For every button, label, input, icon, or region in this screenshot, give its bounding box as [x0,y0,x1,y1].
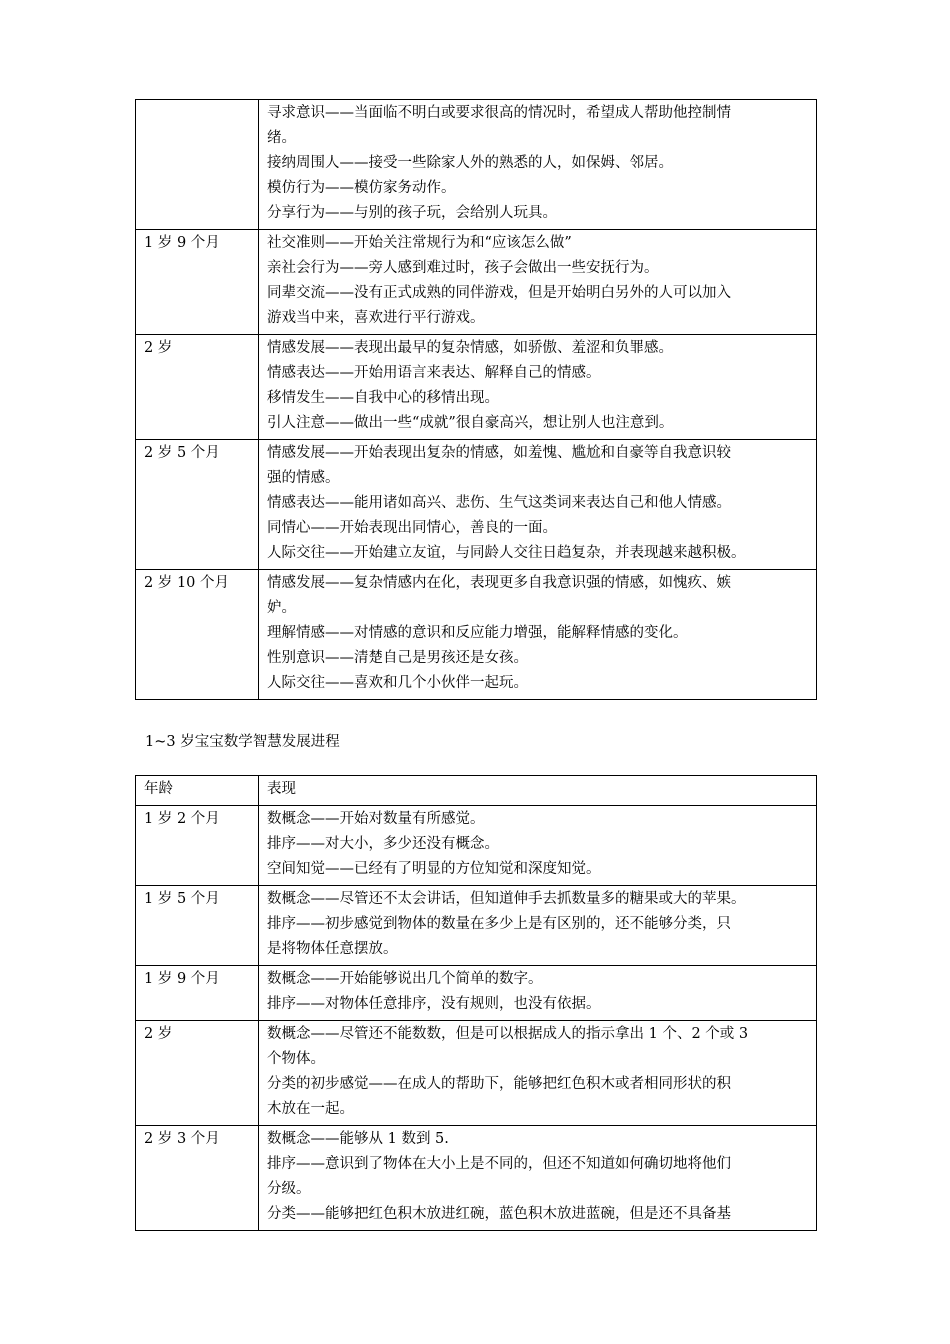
description-line: 情感表达——开始用语言来表达、解释自己的情感。 [267,365,601,381]
description-cell [259,440,817,570]
table-row [136,335,817,440]
description-line: 空间知觉——已经有了明显的方位知觉和深度知觉。 [267,861,601,877]
age-cell: 2 岁 [136,335,259,440]
description-line: 寻求意识——当面临不明白或要求很高的情况时，希望成人帮助他控制情 [267,105,731,121]
description-cell [259,966,817,1021]
description-line: 数概念——开始对数量有所感觉。 [267,811,485,827]
description-line: 情感发展——复杂情感内在化，表现更多自我意识强的情感，如愧疚、嫉 [267,575,731,591]
description-line: 排序——对大小，多少还没有概念。 [267,836,499,852]
math-development-table [135,775,817,1231]
table-row [136,966,817,1021]
age-cell: 1 岁 9 个月 [136,230,259,335]
description-line: 游戏当中来，喜欢进行平行游戏。 [267,310,485,326]
table-row [136,886,817,966]
description-line: 性别意识——清楚自己是男孩还是女孩。 [267,650,528,666]
description-line: 模仿行为——模仿家务动作。 [267,180,456,196]
description-cell [259,100,817,230]
table-row [136,1126,817,1231]
description-line: 情感表达——能用诸如高兴、悲伤、生气这类词来表达自己和他人情感。 [267,495,731,511]
description-line: 数概念——能够从 1 数到 5. [267,1131,449,1147]
description-line: 分享行为——与别的孩子玩，会给别人玩具。 [267,205,557,221]
table-row [136,1021,817,1126]
description-line: 排序——初步感觉到物体的数量在多少上是有区别的，还不能够分类，只 [267,916,731,932]
description-line: 接纳周围人——接受一些除家人外的熟悉的人，如保姆、邻居。 [267,155,673,171]
description-line: 分类的初步感觉——在成人的帮助下，能够把红色积木或者相同形状的积 [267,1076,731,1092]
table-row [136,806,817,886]
table-row [136,570,817,700]
header-age: 年龄 [136,776,259,806]
description-line: 理解情感——对情感的意识和反应能力增强，能解释情感的变化。 [267,625,688,641]
description-line: 同辈交流——没有正式成熟的同伴游戏，但是开始明白另外的人可以加入 [267,285,731,301]
age-cell [136,100,259,230]
description-line: 人际交往——开始建立友谊，与同龄人交往日趋复杂，并表现越来越积极。 [267,545,746,561]
description-line: 人际交往——喜欢和几个小伙伴一起玩。 [267,675,528,691]
header-desc: 表现 [259,776,817,806]
description-cell [259,570,817,700]
table-row [136,100,817,230]
description-cell [259,806,817,886]
description-line: 引人注意——做出一些“成就”很自豪高兴，想让别人也注意到。 [267,415,674,431]
description-line: 数概念——尽管还不太会讲话，但知道伸手去抓数量多的糖果或大的苹果。 [267,891,746,907]
description-line: 移情发生——自我中心的移情出现。 [267,390,499,406]
age-cell: 1 岁 2 个月 [136,806,259,886]
table2-body [136,776,817,1231]
description-line: 木放在一起。 [267,1101,354,1117]
age-cell: 1 岁 9 个月 [136,966,259,1021]
age-cell: 2 岁 [136,1021,259,1126]
section-heading: 1~3 岁宝宝数学智慧发展进程 [145,734,340,750]
description-line: 同情心——开始表现出同情心，善良的一面。 [267,520,557,536]
description-cell [259,335,817,440]
age-cell: 2 岁 10 个月 [136,570,259,700]
description-line: 分级。 [267,1181,311,1197]
description-line: 数概念——开始能够说出几个简单的数字。 [267,971,543,987]
description-line: 排序——意识到了物体在大小上是不同的，但还不知道如何确切地将他们 [267,1156,731,1172]
description-line: 情感发展——表现出最早的复杂情感，如骄傲、羞涩和负罪感。 [267,340,673,356]
description-line: 排序——对物体任意排序，没有规则，也没有依据。 [267,996,601,1012]
description-cell [259,1021,817,1126]
description-line: 绪。 [267,130,296,146]
description-line: 个物体。 [267,1051,325,1067]
description-line: 情感发展——开始表现出复杂的情感，如羞愧、尴尬和自豪等自我意识较 [267,445,731,461]
social-emotional-table [135,99,817,700]
table-row [136,230,817,335]
description-line: 是将物体任意摆放。 [267,941,398,957]
age-cell: 2 岁 3 个月 [136,1126,259,1231]
description-line: 分类——能够把红色积木放进红碗，蓝色积木放进蓝碗，但是还不具备基 [267,1206,731,1222]
description-line: 妒。 [267,600,296,616]
description-line: 强的情感。 [267,470,340,486]
description-cell [259,1126,817,1231]
description-cell [259,886,817,966]
table-row [136,440,817,570]
description-line: 数概念——尽管还不能数数，但是可以根据成人的指示拿出 1 个、2 个或 3 [267,1026,749,1042]
description-cell [259,230,817,335]
table1-body [136,100,817,700]
table-header-row [136,776,817,806]
description-line: 社交准则——开始关注常规行为和“应该怎么做” [267,235,572,251]
age-cell: 1 岁 5 个月 [136,886,259,966]
description-line: 亲社会行为——旁人感到难过时，孩子会做出一些安抚行为。 [267,260,659,276]
age-cell: 2 岁 5 个月 [136,440,259,570]
